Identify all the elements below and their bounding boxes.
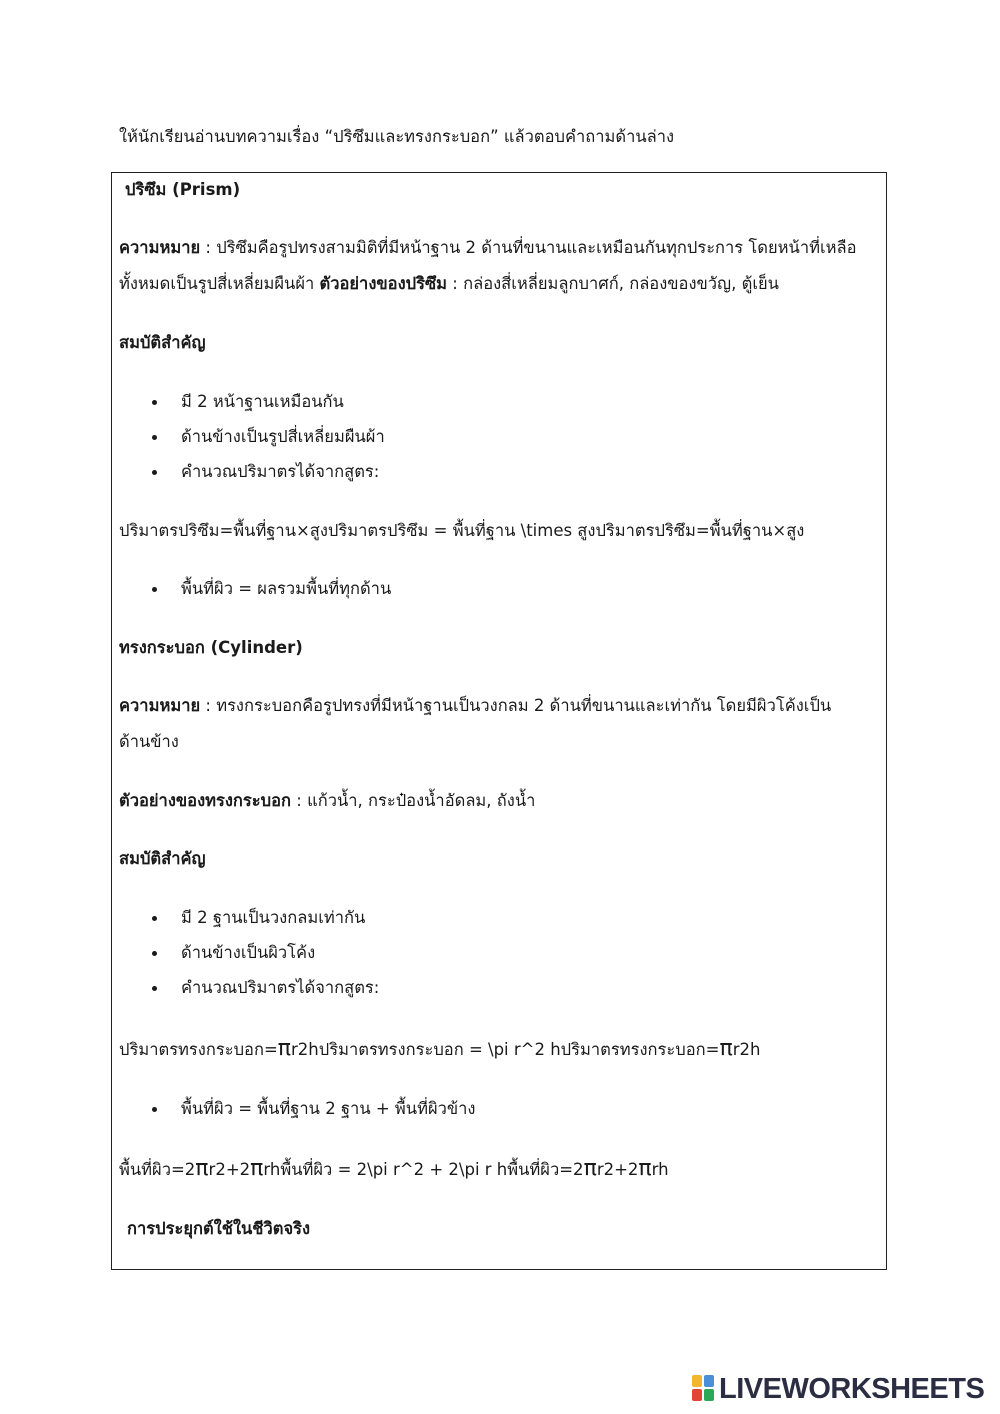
bullet-dot bbox=[152, 916, 157, 921]
pi-symbol: π bbox=[277, 1036, 292, 1061]
cylinder-volume-formula bbox=[119, 1038, 760, 1062]
prism-properties-heading: สมบัติสำคัญ bbox=[119, 333, 206, 352]
prism-volume-formula: ปริมาตรปริซึม=พื้นที่ฐาน×สูงปริมาตรปริซึม = พื้นที่ฐาน \times สูงปริมาตรปริซึม=พื้นที่ฐาน×สูง bbox=[119, 521, 805, 540]
prism-bullet-2: ด้านข้างเป็นรูปสี่เหลี่ยมผืนผ้า bbox=[181, 427, 385, 446]
prism-bullet-1: มี 2 หน้าฐานเหมือนกัน bbox=[181, 392, 344, 411]
cylinder-bullet-3: คำนวณปริมาตรได้จากสูตร: bbox=[181, 978, 380, 997]
prism-bullet-3: คำนวณปริมาตรได้จากสูตร: bbox=[181, 462, 380, 481]
applications-heading: การประยุกต์ใช้ในชีวิตจริง bbox=[127, 1219, 311, 1238]
cylinder-meaning-text-1: : ทรงกระบอกคือรูปทรงที่มีหน้าฐานเป็นวงกลม 2 ด้านที่ขนานและเท่ากัน โดยมีผิวโค้งเป็น bbox=[200, 696, 832, 715]
prism-meaning-label: ความหมาย bbox=[119, 238, 201, 257]
cylinder-meaning-line-1 bbox=[119, 694, 831, 718]
prism-surface-bullet: พื้นที่ผิว = ผลรวมพื้นที่ทุกด้าน bbox=[181, 579, 392, 598]
prism-heading: ปริซึม (Prism) bbox=[125, 180, 241, 199]
prism-meaning-text-1: : ปริซึมคือรูปทรงสามมิติที่มีหน้าฐาน 2 ด้านที่ขนานและเหมือนกันทุกประการ โดยหน้าที่เหลือ bbox=[200, 238, 857, 257]
formula-text: ปริมาตรทรงกระบอก= bbox=[119, 1040, 278, 1059]
liveworksheets-logo-text: LIVEWORKSHEETS bbox=[719, 1372, 985, 1405]
cylinder-example-text: : แก้วน้ำ, กระป๋องน้ำอัดลม, ถังน้ำ bbox=[291, 791, 536, 810]
formula-text: r2+2 bbox=[596, 1160, 639, 1179]
cylinder-example-line bbox=[119, 789, 535, 813]
prism-meaning-text-2: ทั้งหมดเป็นรูปสี่เหลี่ยมผืนผ้า bbox=[119, 274, 320, 293]
prism-meaning-line-2 bbox=[119, 272, 779, 296]
cylinder-surface-formula bbox=[119, 1158, 669, 1182]
bullet-dot bbox=[152, 470, 157, 475]
formula-text: r2+2 bbox=[208, 1160, 251, 1179]
formula-text: rh bbox=[651, 1160, 669, 1179]
formula-text: rhพื้นที่ผิว = 2\pi r^2 + 2\pi r hพื้นที่ผิว=2 bbox=[263, 1160, 584, 1179]
pi-symbol: π bbox=[583, 1156, 597, 1181]
instruction-text: ให้นักเรียนอ่านบทความเรื่อง “ปริซึมและทรงกระบอก” แล้วตอบคำถามด้านล่าง bbox=[119, 127, 675, 146]
cylinder-meaning-text-2: ด้านข้าง bbox=[119, 732, 179, 751]
pi-symbol: π bbox=[195, 1156, 209, 1181]
bullet-dot bbox=[152, 587, 157, 592]
bullet-dot bbox=[152, 986, 157, 991]
pi-symbol: π bbox=[638, 1156, 652, 1181]
cylinder-example-label: ตัวอย่างของทรงกระบอก bbox=[119, 791, 292, 810]
liveworksheets-logo bbox=[692, 1371, 992, 1407]
pi-symbol: π bbox=[250, 1156, 264, 1181]
prism-example-label: ตัวอย่างของปริซึม bbox=[319, 274, 448, 293]
prism-meaning-line-1 bbox=[119, 236, 857, 260]
formula-text: พื้นที่ผิว=2 bbox=[119, 1160, 196, 1179]
cylinder-properties-heading: สมบัติสำคัญ bbox=[119, 849, 206, 868]
cylinder-heading: ทรงกระบอก (Cylinder) bbox=[119, 638, 303, 657]
bullet-dot bbox=[152, 400, 157, 405]
cylinder-meaning-label: ความหมาย bbox=[119, 696, 201, 715]
pi-symbol: π bbox=[719, 1036, 733, 1061]
bullet-dot bbox=[152, 951, 157, 956]
liveworksheets-logo-icon bbox=[692, 1375, 716, 1403]
cylinder-surface-bullet: พื้นที่ผิว = พื้นที่ฐาน 2 ฐาน + พื้นที่ผิวข้าง bbox=[181, 1099, 476, 1118]
formula-text: r2h bbox=[732, 1040, 761, 1059]
article-box bbox=[111, 172, 887, 1270]
bullet-dot bbox=[152, 1107, 157, 1112]
prism-example-text: : กล่องสี่เหลี่ยมลูกบาศก์, กล่องของขวัญ, ตู้เย็น bbox=[447, 274, 779, 293]
bullet-dot bbox=[152, 435, 157, 440]
cylinder-bullet-1: มี 2 ฐานเป็นวงกลมเท่ากัน bbox=[181, 908, 366, 927]
formula-text: r2hปริมาตรทรงกระบอก = \pi r^2 hปริมาตรทรงกระบอก= bbox=[291, 1040, 720, 1059]
cylinder-bullet-2: ด้านข้างเป็นผิวโค้ง bbox=[181, 943, 316, 962]
